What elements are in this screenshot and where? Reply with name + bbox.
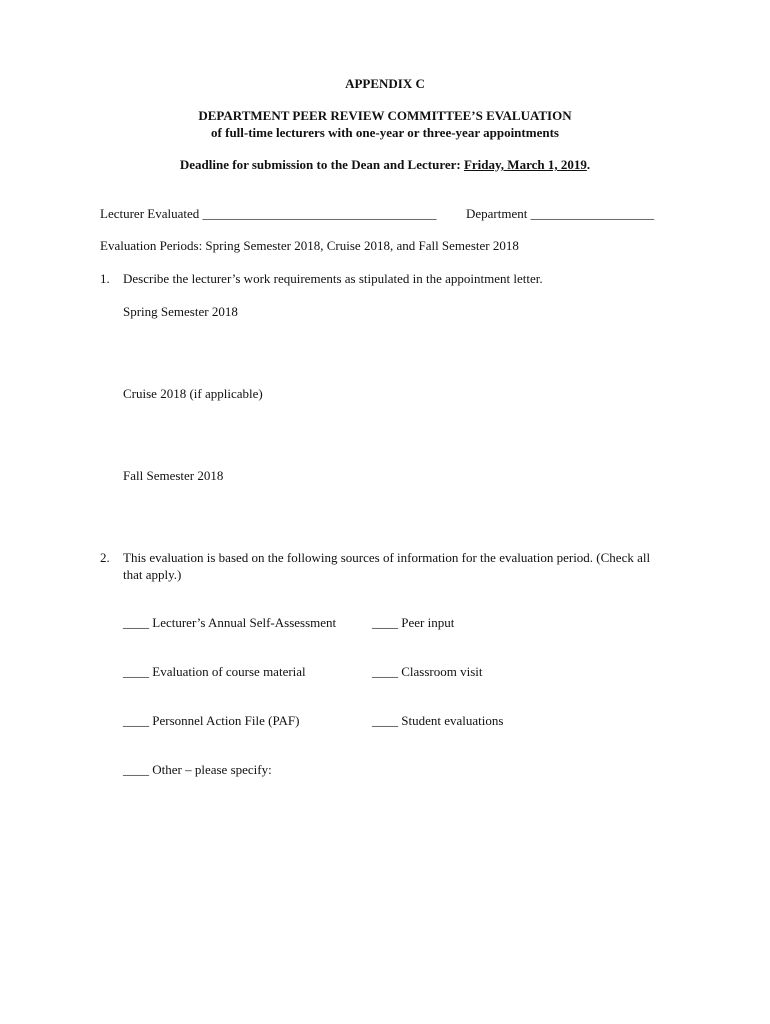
option-course-material[interactable]: ____ Evaluation of course material [123, 664, 306, 679]
department-field-row [466, 206, 654, 222]
document-subtitle: of full-time lecturers with one-year or three-year appointments [211, 125, 559, 140]
section-fall-2018: Fall Semester 2018 [123, 468, 224, 483]
appendix-heading: APPENDIX C [345, 76, 425, 91]
option-personnel-action-file[interactable]: ____ Personnel Action File (PAF) [123, 713, 300, 728]
document-title: DEPARTMENT PEER REVIEW COMMITTEE’S EVALUATION [198, 108, 572, 123]
option-classroom-visit[interactable]: ____ Classroom visit [372, 664, 483, 679]
option-student-evaluations[interactable]: ____ Student evaluations [372, 713, 504, 728]
question-2-number: 2. [100, 550, 110, 565]
question-2-text-line1: This evaluation is based on the following sources of information for the evaluation period. (Check all [123, 550, 651, 565]
deadline-line [0, 157, 770, 173]
lecturer-field-row [100, 206, 437, 222]
deadline-prefix: Deadline for submission to the Dean and Lecturer: [179, 157, 464, 172]
question-2-text-line2: that apply.) [123, 567, 182, 582]
option-peer-input[interactable]: ____ Peer input [372, 615, 455, 630]
question-1-number: 1. [100, 271, 110, 286]
lecturer-label: Lecturer Evaluated [100, 206, 200, 221]
department-field[interactable]: ___________________ [530, 206, 655, 221]
option-other[interactable]: ____ Other – please specify: [123, 762, 272, 777]
evaluation-periods: Evaluation Periods: Spring Semester 2018, Cruise 2018, and Fall Semester 2018 [100, 238, 519, 253]
lecturer-name-field[interactable]: ____________________________________ [202, 206, 437, 221]
department-label: Department [466, 206, 528, 221]
question-1-text: Describe the lecturer’s work requirements as stipulated in the appointment letter. [123, 271, 543, 286]
deadline-suffix: . [586, 157, 591, 172]
deadline-date: Friday, March 1, 2019 [463, 157, 587, 172]
section-cruise-2018: Cruise 2018 (if applicable) [123, 386, 263, 401]
section-spring-2018: Spring Semester 2018 [123, 304, 238, 319]
option-self-assessment[interactable]: ____ Lecturer’s Annual Self-Assessment [123, 615, 337, 630]
